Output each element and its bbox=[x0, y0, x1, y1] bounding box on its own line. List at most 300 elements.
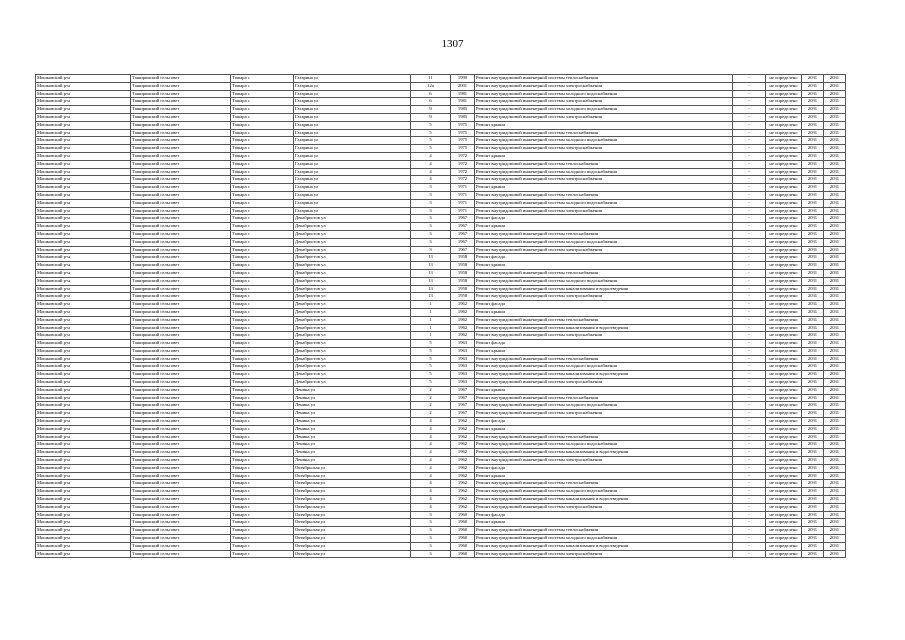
end-year-cell: 2031 bbox=[824, 386, 846, 394]
year-cell: 1967 bbox=[451, 223, 475, 231]
work-type-cell: Ремонт внутридомовой инженерной системы канализования и водоотведения bbox=[475, 324, 733, 332]
work-type-cell: Ремонт внутридомовой инженерной системы холодного водоснабжения bbox=[475, 238, 733, 246]
work-type-cell: Ремонт внутридомовой инженерной системы электроснабжения bbox=[475, 145, 733, 153]
year-cell: 1962 bbox=[451, 425, 475, 433]
year-cell: 1985 bbox=[451, 106, 475, 114]
house-number-cell: 3 bbox=[411, 230, 451, 238]
district-cell: Мошковский р-н bbox=[36, 254, 131, 262]
house-number-cell: 4 bbox=[411, 464, 451, 472]
street-cell: Декабристов ул bbox=[294, 316, 411, 324]
dash-cell: - bbox=[733, 464, 766, 472]
dash-cell: - bbox=[733, 355, 766, 363]
start-year-cell: 2031 bbox=[802, 145, 824, 153]
street-cell: Декабристов ул bbox=[294, 332, 411, 340]
dash-cell: - bbox=[733, 90, 766, 98]
house-number-cell: 1 bbox=[411, 324, 451, 332]
settlement-cell: Ташара с bbox=[231, 457, 294, 465]
street-cell: Декабристов ул bbox=[294, 301, 411, 309]
end-year-cell: 2031 bbox=[824, 277, 846, 285]
table-row bbox=[36, 511, 846, 519]
status-cell: не определено bbox=[766, 402, 802, 410]
year-cell: 1972 bbox=[451, 160, 475, 168]
settlement-cell: Ташара с bbox=[231, 332, 294, 340]
work-type-cell: Ремонт крыши bbox=[475, 184, 733, 192]
status-cell: не определено bbox=[766, 542, 802, 550]
street-cell: Октябрьская ул bbox=[294, 496, 411, 504]
street-cell: Октябрьская ул bbox=[294, 488, 411, 496]
dash-cell: - bbox=[733, 386, 766, 394]
start-year-cell: 2031 bbox=[802, 75, 824, 83]
year-cell: 1958 bbox=[451, 269, 475, 277]
work-type-cell: Ремонт фасада bbox=[475, 511, 733, 519]
settlement-cell: Ташара с bbox=[231, 285, 294, 293]
end-year-cell: 2031 bbox=[824, 285, 846, 293]
work-type-cell: Ремонт крыши bbox=[475, 121, 733, 129]
dash-cell: - bbox=[733, 535, 766, 543]
table-row bbox=[36, 106, 846, 114]
status-cell: не определено bbox=[766, 503, 802, 511]
house-number-cell: 2 bbox=[411, 410, 451, 418]
house-number-cell: 4 bbox=[411, 160, 451, 168]
start-year-cell: 2031 bbox=[802, 332, 824, 340]
table-row bbox=[36, 379, 846, 387]
settlement-cell: Ташара с bbox=[231, 113, 294, 121]
dash-cell: - bbox=[733, 308, 766, 316]
street-cell: Декабристов ул bbox=[294, 285, 411, 293]
street-cell: Декабристов ул bbox=[294, 340, 411, 348]
year-cell: 1975 bbox=[451, 145, 475, 153]
district-cell: Мошковский р-н bbox=[36, 355, 131, 363]
status-cell: не определено bbox=[766, 496, 802, 504]
dash-cell: - bbox=[733, 176, 766, 184]
council-cell: Таширинский сельсовет bbox=[131, 503, 231, 511]
year-cell: 1967 bbox=[451, 246, 475, 254]
council-cell: Таширинский сельсовет bbox=[131, 113, 231, 121]
work-type-cell: Ремонт внутридомовой инженерной системы теплоснабжения bbox=[475, 269, 733, 277]
start-year-cell: 2031 bbox=[802, 464, 824, 472]
table-row bbox=[36, 472, 846, 480]
street-cell: Декабристов ул bbox=[294, 308, 411, 316]
work-type-cell: Ремонт внутридомовой инженерной системы электроснабжения bbox=[475, 332, 733, 340]
year-cell: 1971 bbox=[451, 207, 475, 215]
status-cell: не определено bbox=[766, 199, 802, 207]
street-cell: Октябрьская ул bbox=[294, 480, 411, 488]
house-number-cell: 3 bbox=[411, 199, 451, 207]
end-year-cell: 2031 bbox=[824, 215, 846, 223]
status-cell: не определено bbox=[766, 379, 802, 387]
year-cell: 1975 bbox=[451, 137, 475, 145]
work-type-cell: Ремонт внутридомовой инженерной системы теплоснабжения bbox=[475, 160, 733, 168]
status-cell: не определено bbox=[766, 106, 802, 114]
start-year-cell: 2031 bbox=[802, 457, 824, 465]
status-cell: не определено bbox=[766, 223, 802, 231]
house-number-cell: 4 bbox=[411, 488, 451, 496]
dash-cell: - bbox=[733, 503, 766, 511]
settlement-cell: Ташара с bbox=[231, 449, 294, 457]
dash-cell: - bbox=[733, 542, 766, 550]
house-number-cell: 3 bbox=[411, 215, 451, 223]
district-cell: Мошковский р-н bbox=[36, 90, 131, 98]
council-cell: Таширинский сельсовет bbox=[131, 199, 231, 207]
district-cell: Мошковский р-н bbox=[36, 488, 131, 496]
status-cell: не определено bbox=[766, 191, 802, 199]
settlement-cell: Ташара с bbox=[231, 90, 294, 98]
year-cell: 1981 bbox=[451, 90, 475, 98]
council-cell: Таширинский сельсовет bbox=[131, 535, 231, 543]
status-cell: не определено bbox=[766, 386, 802, 394]
street-cell: Декабристов ул bbox=[294, 254, 411, 262]
street-cell: Ленина ул bbox=[294, 386, 411, 394]
council-cell: Таширинский сельсовет bbox=[131, 418, 231, 426]
start-year-cell: 2031 bbox=[802, 176, 824, 184]
end-year-cell: 2031 bbox=[824, 168, 846, 176]
start-year-cell: 2031 bbox=[802, 425, 824, 433]
dash-cell: - bbox=[733, 277, 766, 285]
house-number-cell: 6 bbox=[411, 98, 451, 106]
house-number-cell: 11 bbox=[411, 75, 451, 83]
settlement-cell: Ташара с bbox=[231, 316, 294, 324]
end-year-cell: 2031 bbox=[824, 324, 846, 332]
street-cell: Гагарина ул bbox=[294, 82, 411, 90]
district-cell: Мошковский р-н bbox=[36, 332, 131, 340]
end-year-cell: 2031 bbox=[824, 449, 846, 457]
house-number-cell: 4 bbox=[411, 433, 451, 441]
end-year-cell: 2031 bbox=[824, 301, 846, 309]
table-row bbox=[36, 433, 846, 441]
street-cell: Гагарина ул bbox=[294, 207, 411, 215]
status-cell: не определено bbox=[766, 82, 802, 90]
dash-cell: - bbox=[733, 199, 766, 207]
start-year-cell: 2031 bbox=[802, 301, 824, 309]
start-year-cell: 2031 bbox=[802, 316, 824, 324]
house-number-cell: 2 bbox=[411, 386, 451, 394]
table-row bbox=[36, 410, 846, 418]
work-type-cell: Ремонт внутридомовой инженерной системы теплоснабжения bbox=[475, 480, 733, 488]
district-cell: Мошковский р-н bbox=[36, 527, 131, 535]
end-year-cell: 2031 bbox=[824, 480, 846, 488]
district-cell: Мошковский р-н bbox=[36, 519, 131, 527]
status-cell: не определено bbox=[766, 410, 802, 418]
start-year-cell: 2031 bbox=[802, 535, 824, 543]
council-cell: Таширинский сельсовет bbox=[131, 223, 231, 231]
dash-cell: - bbox=[733, 301, 766, 309]
settlement-cell: Ташара с bbox=[231, 121, 294, 129]
district-cell: Мошковский р-н bbox=[36, 433, 131, 441]
start-year-cell: 2031 bbox=[802, 191, 824, 199]
work-type-cell: Ремонт внутридомовой инженерной системы холодного водоснабжения bbox=[475, 277, 733, 285]
table-row bbox=[36, 207, 846, 215]
status-cell: не определено bbox=[766, 433, 802, 441]
work-type-cell: Ремонт фасада bbox=[475, 301, 733, 309]
year-cell: 1958 bbox=[451, 262, 475, 270]
house-number-cell: 13 bbox=[411, 277, 451, 285]
status-cell: не определено bbox=[766, 347, 802, 355]
year-cell: 1958 bbox=[451, 277, 475, 285]
settlement-cell: Ташара с bbox=[231, 238, 294, 246]
district-cell: Мошковский р-н bbox=[36, 410, 131, 418]
dash-cell: - bbox=[733, 371, 766, 379]
dash-cell: - bbox=[733, 223, 766, 231]
table-row bbox=[36, 230, 846, 238]
district-cell: Мошковский р-н bbox=[36, 277, 131, 285]
council-cell: Таширинский сельсовет bbox=[131, 363, 231, 371]
house-number-cell: 1 bbox=[411, 316, 451, 324]
status-cell: не определено bbox=[766, 332, 802, 340]
district-cell: Мошковский р-н bbox=[36, 308, 131, 316]
end-year-cell: 2031 bbox=[824, 199, 846, 207]
start-year-cell: 2031 bbox=[802, 106, 824, 114]
work-type-cell: Ремонт внутридомовой инженерной системы электроснабжения bbox=[475, 410, 733, 418]
district-cell: Мошковский р-н bbox=[36, 269, 131, 277]
district-cell: Мошковский р-н bbox=[36, 441, 131, 449]
settlement-cell: Ташара с bbox=[231, 137, 294, 145]
start-year-cell: 2031 bbox=[802, 363, 824, 371]
council-cell: Таширинский сельсовет bbox=[131, 550, 231, 558]
start-year-cell: 2031 bbox=[802, 207, 824, 215]
status-cell: не определено bbox=[766, 238, 802, 246]
settlement-cell: Ташара с bbox=[231, 394, 294, 402]
dash-cell: - bbox=[733, 207, 766, 215]
street-cell: Гагарина ул bbox=[294, 145, 411, 153]
dash-cell: - bbox=[733, 488, 766, 496]
house-number-cell: 13 bbox=[411, 269, 451, 277]
house-number-cell: 4 bbox=[411, 480, 451, 488]
settlement-cell: Ташара с bbox=[231, 480, 294, 488]
table-row bbox=[36, 301, 846, 309]
end-year-cell: 2031 bbox=[824, 176, 846, 184]
year-cell: 1967 bbox=[451, 238, 475, 246]
work-type-cell: Ремонт крыши bbox=[475, 386, 733, 394]
council-cell: Таширинский сельсовет bbox=[131, 129, 231, 137]
work-type-cell: Ремонт внутридомовой инженерной системы электроснабжения bbox=[475, 98, 733, 106]
settlement-cell: Ташара с bbox=[231, 230, 294, 238]
house-number-cell: 4 bbox=[411, 449, 451, 457]
settlement-cell: Ташара с bbox=[231, 464, 294, 472]
council-cell: Таширинский сельсовет bbox=[131, 340, 231, 348]
settlement-cell: Ташара с bbox=[231, 363, 294, 371]
year-cell: 1960 bbox=[451, 519, 475, 527]
council-cell: Таширинский сельсовет bbox=[131, 301, 231, 309]
district-cell: Мошковский р-н bbox=[36, 503, 131, 511]
settlement-cell: Ташара с bbox=[231, 75, 294, 83]
table-row bbox=[36, 199, 846, 207]
council-cell: Таширинский сельсовет bbox=[131, 324, 231, 332]
table-row bbox=[36, 238, 846, 246]
house-number-cell: 5 bbox=[411, 129, 451, 137]
status-cell: не определено bbox=[766, 176, 802, 184]
house-number-cell: 3 bbox=[411, 191, 451, 199]
work-type-cell: Ремонт внутридомовой инженерной системы электроснабжения bbox=[475, 503, 733, 511]
status-cell: не определено bbox=[766, 527, 802, 535]
work-type-cell: Ремонт внутридомовой инженерной системы электроснабжения bbox=[475, 113, 733, 121]
work-type-cell: Ремонт фасада bbox=[475, 215, 733, 223]
status-cell: не определено bbox=[766, 168, 802, 176]
start-year-cell: 2031 bbox=[802, 488, 824, 496]
district-cell: Мошковский р-н bbox=[36, 324, 131, 332]
work-type-cell: Ремонт фасада bbox=[475, 418, 733, 426]
dash-cell: - bbox=[733, 82, 766, 90]
settlement-cell: Ташара с bbox=[231, 184, 294, 192]
settlement-cell: Ташара с bbox=[231, 207, 294, 215]
end-year-cell: 2031 bbox=[824, 503, 846, 511]
house-number-cell: 4 bbox=[411, 418, 451, 426]
district-cell: Мошковский р-н bbox=[36, 480, 131, 488]
dash-cell: - bbox=[733, 285, 766, 293]
status-cell: не определено bbox=[766, 285, 802, 293]
end-year-cell: 2031 bbox=[824, 113, 846, 121]
end-year-cell: 2031 bbox=[824, 347, 846, 355]
start-year-cell: 2031 bbox=[802, 472, 824, 480]
work-type-cell: Ремонт внутридомовой инженерной системы холодного водоснабжения bbox=[475, 535, 733, 543]
start-year-cell: 2031 bbox=[802, 496, 824, 504]
year-cell: 1962 bbox=[451, 301, 475, 309]
work-type-cell: Ремонт крыши bbox=[475, 308, 733, 316]
house-number-cell: 1 bbox=[411, 308, 451, 316]
district-cell: Мошковский р-н bbox=[36, 402, 131, 410]
year-cell: 1972 bbox=[451, 152, 475, 160]
street-cell: Гагарина ул bbox=[294, 191, 411, 199]
table-row bbox=[36, 418, 846, 426]
district-cell: Мошковский р-н bbox=[36, 98, 131, 106]
work-type-cell: Ремонт внутридомовой инженерной системы теплоснабжения bbox=[475, 230, 733, 238]
year-cell: 1967 bbox=[451, 215, 475, 223]
year-cell: 1967 bbox=[451, 394, 475, 402]
table-row bbox=[36, 113, 846, 121]
end-year-cell: 2031 bbox=[824, 355, 846, 363]
district-cell: Мошковский р-н bbox=[36, 316, 131, 324]
council-cell: Таширинский сельсовет bbox=[131, 316, 231, 324]
end-year-cell: 2031 bbox=[824, 308, 846, 316]
settlement-cell: Ташара с bbox=[231, 106, 294, 114]
table-row bbox=[36, 223, 846, 231]
dash-cell: - bbox=[733, 472, 766, 480]
end-year-cell: 2031 bbox=[824, 137, 846, 145]
start-year-cell: 2031 bbox=[802, 371, 824, 379]
house-number-cell: 12а bbox=[411, 82, 451, 90]
repair-schedule-table bbox=[35, 74, 846, 558]
end-year-cell: 2031 bbox=[824, 464, 846, 472]
district-cell: Мошковский р-н bbox=[36, 511, 131, 519]
start-year-cell: 2031 bbox=[802, 129, 824, 137]
dash-cell: - bbox=[733, 457, 766, 465]
start-year-cell: 2031 bbox=[802, 379, 824, 387]
status-cell: не определено bbox=[766, 324, 802, 332]
settlement-cell: Ташара с bbox=[231, 301, 294, 309]
council-cell: Таширинский сельсовет bbox=[131, 425, 231, 433]
year-cell: 1962 bbox=[451, 433, 475, 441]
dash-cell: - bbox=[733, 363, 766, 371]
status-cell: не определено bbox=[766, 394, 802, 402]
street-cell: Ленина ул bbox=[294, 425, 411, 433]
start-year-cell: 2031 bbox=[802, 433, 824, 441]
council-cell: Таширинский сельсовет bbox=[131, 386, 231, 394]
dash-cell: - bbox=[733, 340, 766, 348]
dash-cell: - bbox=[733, 480, 766, 488]
street-cell: Октябрьская ул bbox=[294, 535, 411, 543]
dash-cell: - bbox=[733, 160, 766, 168]
year-cell: 1963 bbox=[451, 363, 475, 371]
house-number-cell: 1 bbox=[411, 301, 451, 309]
start-year-cell: 2031 bbox=[802, 355, 824, 363]
table-row bbox=[36, 121, 846, 129]
street-cell: Гагарина ул bbox=[294, 90, 411, 98]
street-cell: Гагарина ул bbox=[294, 199, 411, 207]
house-number-cell: 13 bbox=[411, 254, 451, 262]
table-row bbox=[36, 82, 846, 90]
dash-cell: - bbox=[733, 191, 766, 199]
house-number-cell: 3 bbox=[411, 542, 451, 550]
end-year-cell: 2031 bbox=[824, 425, 846, 433]
status-cell: не определено bbox=[766, 449, 802, 457]
status-cell: не определено bbox=[766, 511, 802, 519]
dash-cell: - bbox=[733, 238, 766, 246]
end-year-cell: 2031 bbox=[824, 90, 846, 98]
start-year-cell: 2031 bbox=[802, 168, 824, 176]
house-number-cell: 13 bbox=[411, 293, 451, 301]
street-cell: Декабристов ул bbox=[294, 371, 411, 379]
table-row bbox=[36, 464, 846, 472]
work-type-cell: Ремонт крыши bbox=[475, 347, 733, 355]
street-cell: Ленина ул bbox=[294, 410, 411, 418]
house-number-cell: 4 bbox=[411, 425, 451, 433]
street-cell: Декабристов ул bbox=[294, 363, 411, 371]
year-cell: 1975 bbox=[451, 129, 475, 137]
year-cell: 1960 bbox=[451, 535, 475, 543]
table-row bbox=[36, 332, 846, 340]
work-type-cell: Ремонт внутридомовой инженерной системы электроснабжения bbox=[475, 176, 733, 184]
work-type-cell: Ремонт внутридомовой инженерной системы холодного водоснабжения bbox=[475, 199, 733, 207]
settlement-cell: Ташара с bbox=[231, 371, 294, 379]
table-row bbox=[36, 90, 846, 98]
house-number-cell: 9 bbox=[411, 106, 451, 114]
end-year-cell: 2031 bbox=[824, 410, 846, 418]
street-cell: Гагарина ул bbox=[294, 121, 411, 129]
council-cell: Таширинский сельсовет bbox=[131, 519, 231, 527]
house-number-cell: 5 bbox=[411, 340, 451, 348]
status-cell: не определено bbox=[766, 269, 802, 277]
district-cell: Мошковский р-н bbox=[36, 379, 131, 387]
work-type-cell: Ремонт внутридомовой инженерной системы теплоснабжения bbox=[475, 433, 733, 441]
work-type-cell: Ремонт внутридомовой инженерной системы теплоснабжения bbox=[475, 75, 733, 83]
work-type-cell: Ремонт внутридомовой инженерной системы холодного водоснабжения bbox=[475, 168, 733, 176]
dash-cell: - bbox=[733, 332, 766, 340]
district-cell: Мошковский р-н bbox=[36, 160, 131, 168]
end-year-cell: 2031 bbox=[824, 254, 846, 262]
street-cell: Декабристов ул bbox=[294, 262, 411, 270]
council-cell: Таширинский сельсовет bbox=[131, 355, 231, 363]
table-row bbox=[36, 340, 846, 348]
end-year-cell: 2031 bbox=[824, 98, 846, 106]
council-cell: Таширинский сельсовет bbox=[131, 230, 231, 238]
start-year-cell: 2031 bbox=[802, 199, 824, 207]
dash-cell: - bbox=[733, 152, 766, 160]
page-number: 1307 bbox=[441, 38, 464, 50]
dash-cell: - bbox=[733, 425, 766, 433]
district-cell: Мошковский р-н bbox=[36, 191, 131, 199]
street-cell: Ленина ул bbox=[294, 394, 411, 402]
dash-cell: - bbox=[733, 324, 766, 332]
work-type-cell: Ремонт внутридомовой инженерной системы холодного водоснабжения bbox=[475, 488, 733, 496]
status-cell: не определено bbox=[766, 215, 802, 223]
year-cell: 1960 bbox=[451, 527, 475, 535]
settlement-cell: Ташара с bbox=[231, 542, 294, 550]
status-cell: не определено bbox=[766, 129, 802, 137]
district-cell: Мошковский р-н bbox=[36, 223, 131, 231]
dash-cell: - bbox=[733, 230, 766, 238]
council-cell: Таширинский сельсовет bbox=[131, 464, 231, 472]
settlement-cell: Ташара с bbox=[231, 496, 294, 504]
work-type-cell: Ремонт внутридомовой инженерной системы холодного водоснабжения bbox=[475, 90, 733, 98]
